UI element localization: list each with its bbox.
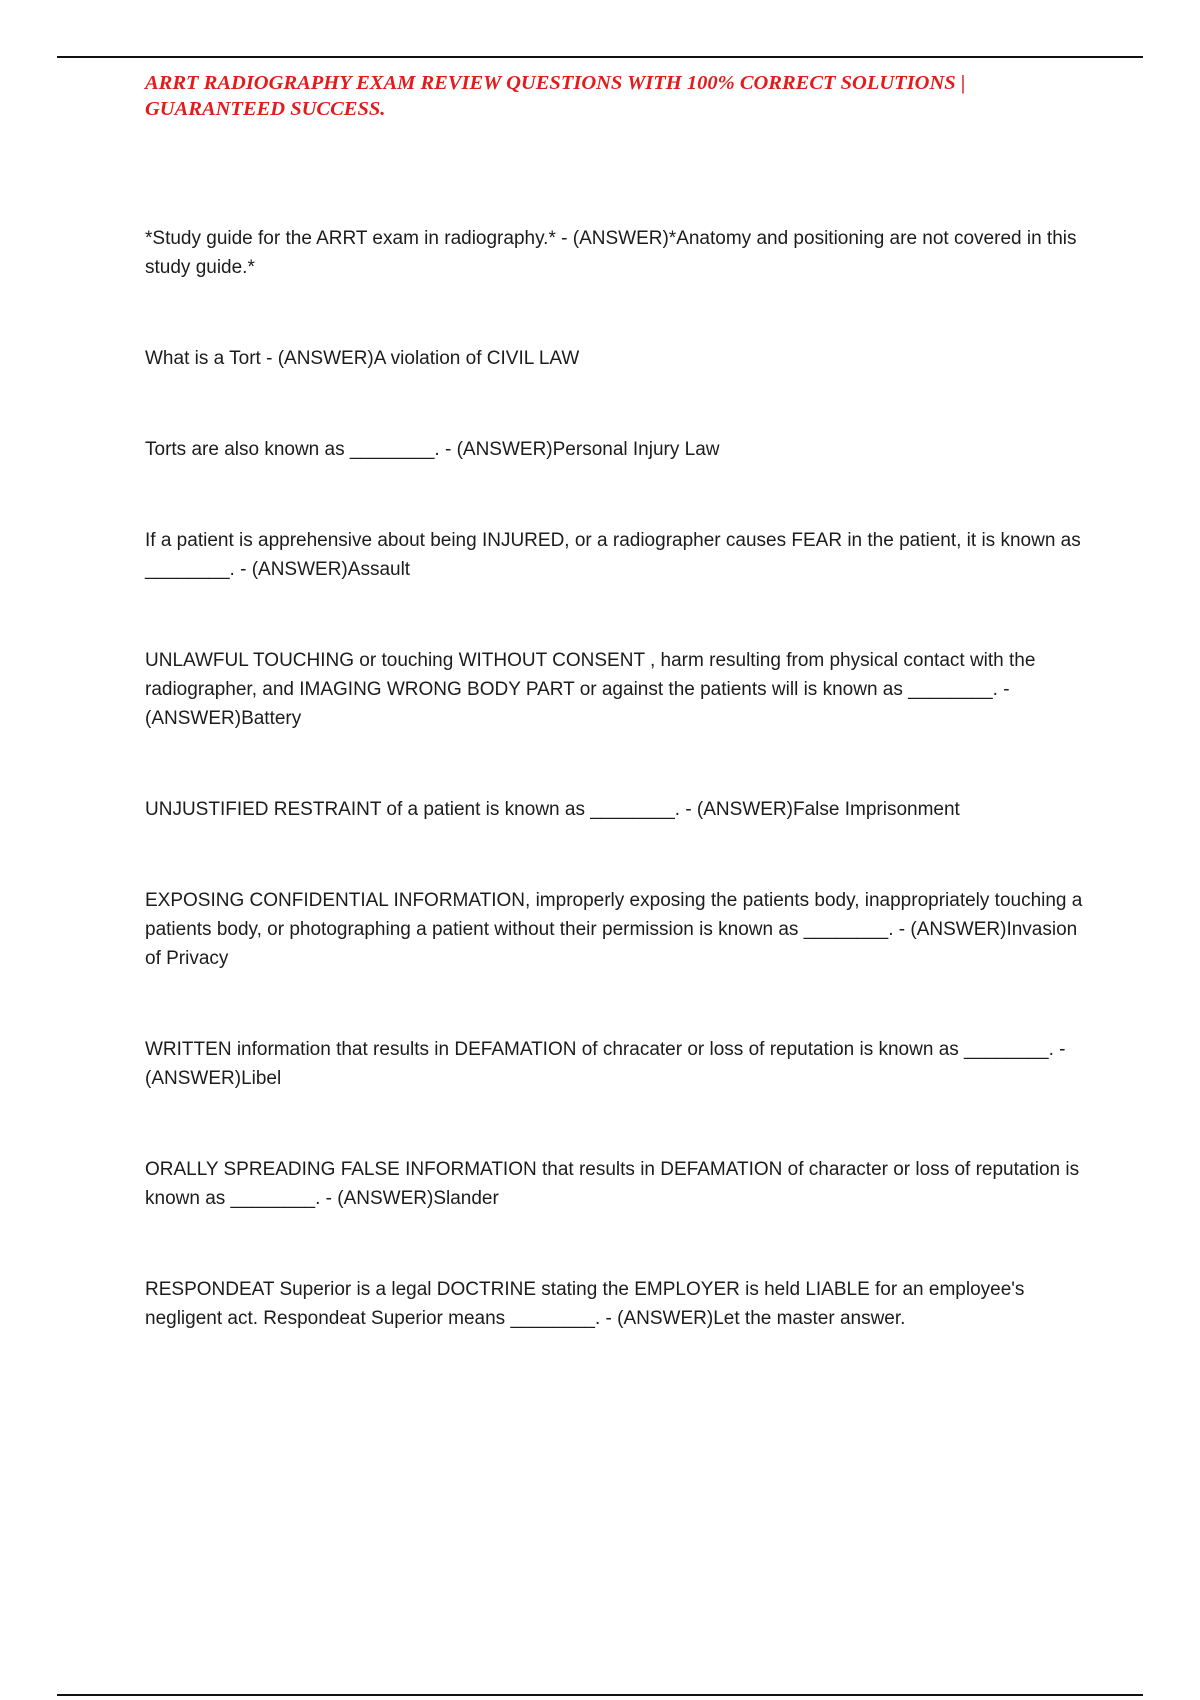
footer-rule (57, 1694, 1143, 1696)
question-text: *Study guide for the ARRT exam in radiography.* (145, 228, 556, 249)
qa-entry (145, 886, 1090, 973)
answer-text: Slander (433, 1188, 499, 1209)
qa-entry (145, 646, 1090, 733)
answer-text: False Imprisonment (792, 799, 960, 820)
answer-text: Let the master answer. (713, 1308, 906, 1329)
answer-marker: - (ANSWER) (320, 1188, 434, 1209)
question-text: What is a Tort (145, 348, 261, 369)
qa-entry (145, 1035, 1090, 1093)
answer-text: Libel (241, 1068, 282, 1089)
question-text: UNLAWFUL TOUCHING or touching WITHOUT CONSENT , harm resulting from physical contact with the radiographer, and IMAGING WRONG BODY PART or against the patients will is known as ________. (145, 650, 1036, 700)
question-text: Torts are also known as ________. (145, 439, 440, 460)
qa-entry (145, 344, 1090, 373)
answer-text: Assault (347, 559, 411, 580)
qa-entry (145, 224, 1090, 282)
qa-entry (145, 1275, 1090, 1333)
answer-marker: - (ANSWER) (234, 559, 348, 580)
answer-marker: - (ANSWER) (600, 1308, 714, 1329)
question-text: EXPOSING CONFIDENTIAL INFORMATION, improperly exposing the patients body, inappropriately touching a patients body, or photographing a patient without their permission is known as ________. (145, 890, 1083, 940)
answer-text: A violation of CIVIL LAW (373, 348, 580, 369)
qa-list (145, 224, 1090, 1333)
document-title: ARRT RADIOGRAPHY EXAM REVIEW QUESTIONS WITH 100% CORRECT SOLUTIONS | GUARANTEED SUCCESS. (145, 72, 966, 120)
qa-entry (145, 435, 1090, 464)
answer-marker: - (ANSWER) (893, 919, 1007, 940)
answer-text: Personal Injury Law (552, 439, 720, 460)
qa-entry (145, 1155, 1090, 1213)
answer-text: *Anatomy and positioning are not covered in this study guide.* (145, 228, 1077, 278)
qa-entry (145, 526, 1090, 584)
answer-text: Invasion of Privacy (145, 919, 1078, 969)
answer-marker: - (ANSWER) (145, 1039, 1066, 1089)
answer-marker: - (ANSWER) (680, 799, 793, 820)
answer-marker: - (ANSWER) (439, 439, 553, 460)
question-text: RESPONDEAT Superior is a legal DOCTRINE stating the EMPLOYER is held LIABLE for an employee's negligent act. Respondeat Superior means ________. (145, 1279, 1025, 1329)
qa-entry (145, 795, 1090, 824)
answer-text: Battery (241, 708, 302, 729)
answer-marker: - (ANSWER) (260, 348, 374, 369)
question-text: WRITTEN information that results in DEFAMATION of chracater or loss of reputation is known as ________. (145, 1039, 1054, 1060)
question-text: UNJUSTIFIED RESTRAINT of a patient is known as ________. (145, 799, 681, 820)
question-text: ORALLY SPREADING FALSE INFORMATION that results in DEFAMATION of character or loss of reputation is known as ________. (145, 1159, 1080, 1209)
header-rule (57, 56, 1143, 58)
answer-marker: - (ANSWER) (145, 679, 1010, 729)
question-text: If a patient is apprehensive about being INJURED, or a radiographer causes FEAR in the patient, it is known as ________. (145, 530, 1081, 580)
answer-marker: - (ANSWER) (555, 228, 669, 249)
